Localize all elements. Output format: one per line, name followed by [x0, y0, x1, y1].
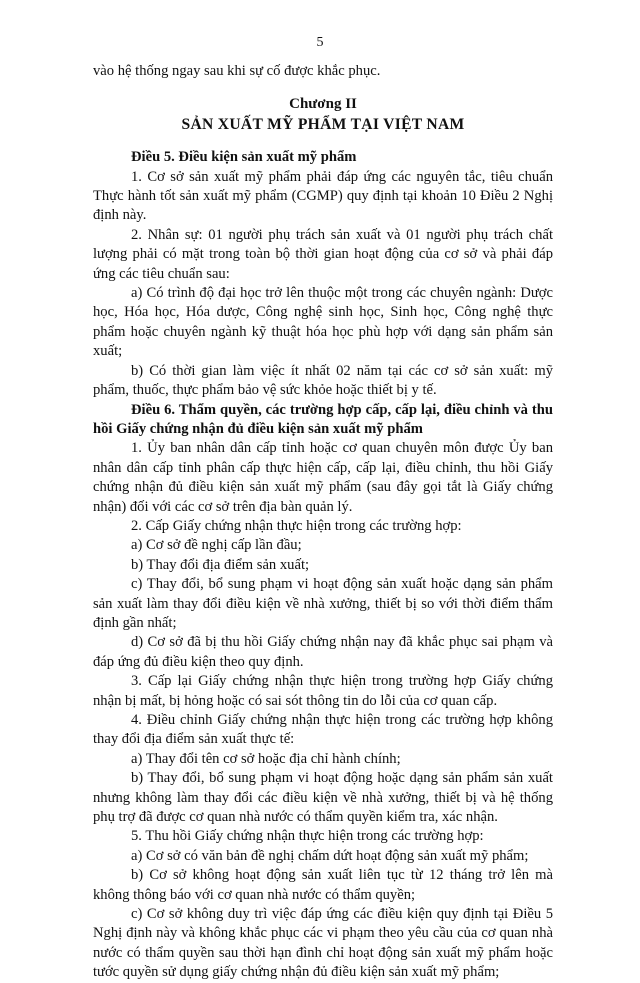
article-6-paragraph: 2. Cấp Giấy chứng nhận thực hiện trong các trường hợp:: [131, 517, 462, 534]
article-6-paragraph: a) Cơ sở đề nghị cấp lần đầu;: [131, 537, 302, 554]
article-6-paragraph: a) Thay đổi tên cơ sở hoặc địa chỉ hành chính;: [131, 750, 401, 767]
article-6-paragraph: d) Cơ sở đã bị thu hồi Giấy chứng nhận nay đã khắc phục sai phạm và đáp ứng đủ điều kiện theo quy định.: [93, 634, 553, 670]
article-5-paragraph: b) Có thời gian làm việc ít nhất 02 năm tại các cơ sở sản xuất: mỹ phẩm, thuốc, thực phẩm bảo vệ sức khỏe hoặc thiết bị y tế.: [93, 362, 553, 399]
article-5-paragraph: 1. Cơ sở sản xuất mỹ phẩm phải đáp ứng các nguyên tắc, tiêu chuẩn Thực hành tốt sản xuất mỹ phẩm (CGMP) quy định tại khoản 10 Điều 2 Nghị định này.: [93, 168, 553, 224]
chapter-title: SẢN XUẤT MỸ PHẨM TẠI VIỆT NAM: [181, 115, 465, 133]
chapter-number: Chương II: [289, 96, 357, 113]
article-6-paragraph: c) Thay đổi, bổ sung phạm vi hoạt động sản xuất hoặc dạng sản phẩm sản xuất làm thay đổi điều kiện về nhà xưởng, thiết bị so với thời điểm thẩm định gần nhất;: [93, 576, 553, 631]
article-6-paragraph: 4. Điều chỉnh Giấy chứng nhận thực hiện trong các trường hợp không thay đổi địa điểm sản xuất thực tế:: [93, 712, 553, 748]
article-6-paragraph: 3. Cấp lại Giấy chứng nhận thực hiện trong trường hợp Giấy chứng nhận bị mất, bị hỏng hoặc có sai sót thông tin do lỗi của cơ quan cấp.: [93, 673, 553, 709]
article-6-paragraph: c) Cơ sở không duy trì việc đáp ứng các điều kiện quy định tại Điều 5 Nghị định này và không khắc phục các vi phạm theo yêu cầu của cơ quan nhà nước có thẩm quyền sau thời hạn đình chỉ hoạt động sản xuất mỹ phẩm hoặc tước quyền sử dụng giấy chứng nhận đủ điều kiện sản xuất mỹ phẩm;: [93, 906, 553, 981]
article-6-heading: Điều 6. Thẩm quyền, các trường hợp cấp, cấp lại, điều chỉnh và thu hồi Giấy chứng nhận đủ điều kiện sản xuất mỹ phẩm: [93, 401, 553, 437]
article-6-paragraph: b) Thay đổi, bổ sung phạm vi hoạt động hoặc dạng sản phẩm sản xuất nhưng không làm thay đổi các điều kiện về nhà xưởng, thiết bị và hệ thống phụ trợ đã được cơ quan nhà nước có thẩm quyền kiểm tra, xác nhận.: [93, 770, 553, 826]
article-6-paragraph: b) Cơ sở không hoạt động sản xuất liên tục từ 12 tháng trở lên mà không thông báo với cơ quan nhà nước có thẩm quyền;: [93, 867, 553, 903]
article-6-paragraph: a) Cơ sở có văn bản đề nghị chấm dứt hoạt động sản xuất mỹ phẩm;: [131, 847, 529, 864]
page-number: 5: [316, 35, 324, 50]
opening-line: vào hệ thống ngay sau khi sự cố được khắc phục.: [93, 63, 381, 79]
article-5-paragraph: a) Có trình độ đại học trở lên thuộc một trong các chuyên ngành: Dược học, Hóa học, Hóa dược, Công nghệ sinh học, Sinh học, Công nghệ thực phẩm hoặc chuyên ngành kỹ thuật hóa học phù hợp với dạng sản phẩm sản xuất;: [93, 285, 553, 360]
document-body: [93, 62, 553, 983]
article-6-paragraph: 1. Ủy ban nhân dân cấp tỉnh hoặc cơ quan chuyên môn được Ủy ban nhân dân cấp tỉnh phân cấp thực hiện cấp, cấp lại, điều chỉnh, thu hồi Giấy chứng nhận đủ điều kiện sản xuất mỹ phẩm (sau đây gọi tắt là Giấy chứng nhận) đối với các cơ sở trên địa bàn quản lý.: [93, 440, 553, 515]
article-6-paragraph: b) Thay đổi địa điểm sản xuất;: [131, 556, 310, 573]
article-5-paragraph: 2. Nhân sự: 01 người phụ trách sản xuất và 01 người phụ trách chất lượng phải có mặt trong toàn bộ thời gian hoạt động của cơ sở và phải đáp ứng các tiêu chuẩn sau:: [93, 226, 553, 282]
article-5-heading: Điều 5. Điều kiện sản xuất mỹ phẩm: [131, 149, 357, 166]
article-6-paragraph: 5. Thu hồi Giấy chứng nhận thực hiện trong các trường hợp:: [131, 828, 484, 845]
